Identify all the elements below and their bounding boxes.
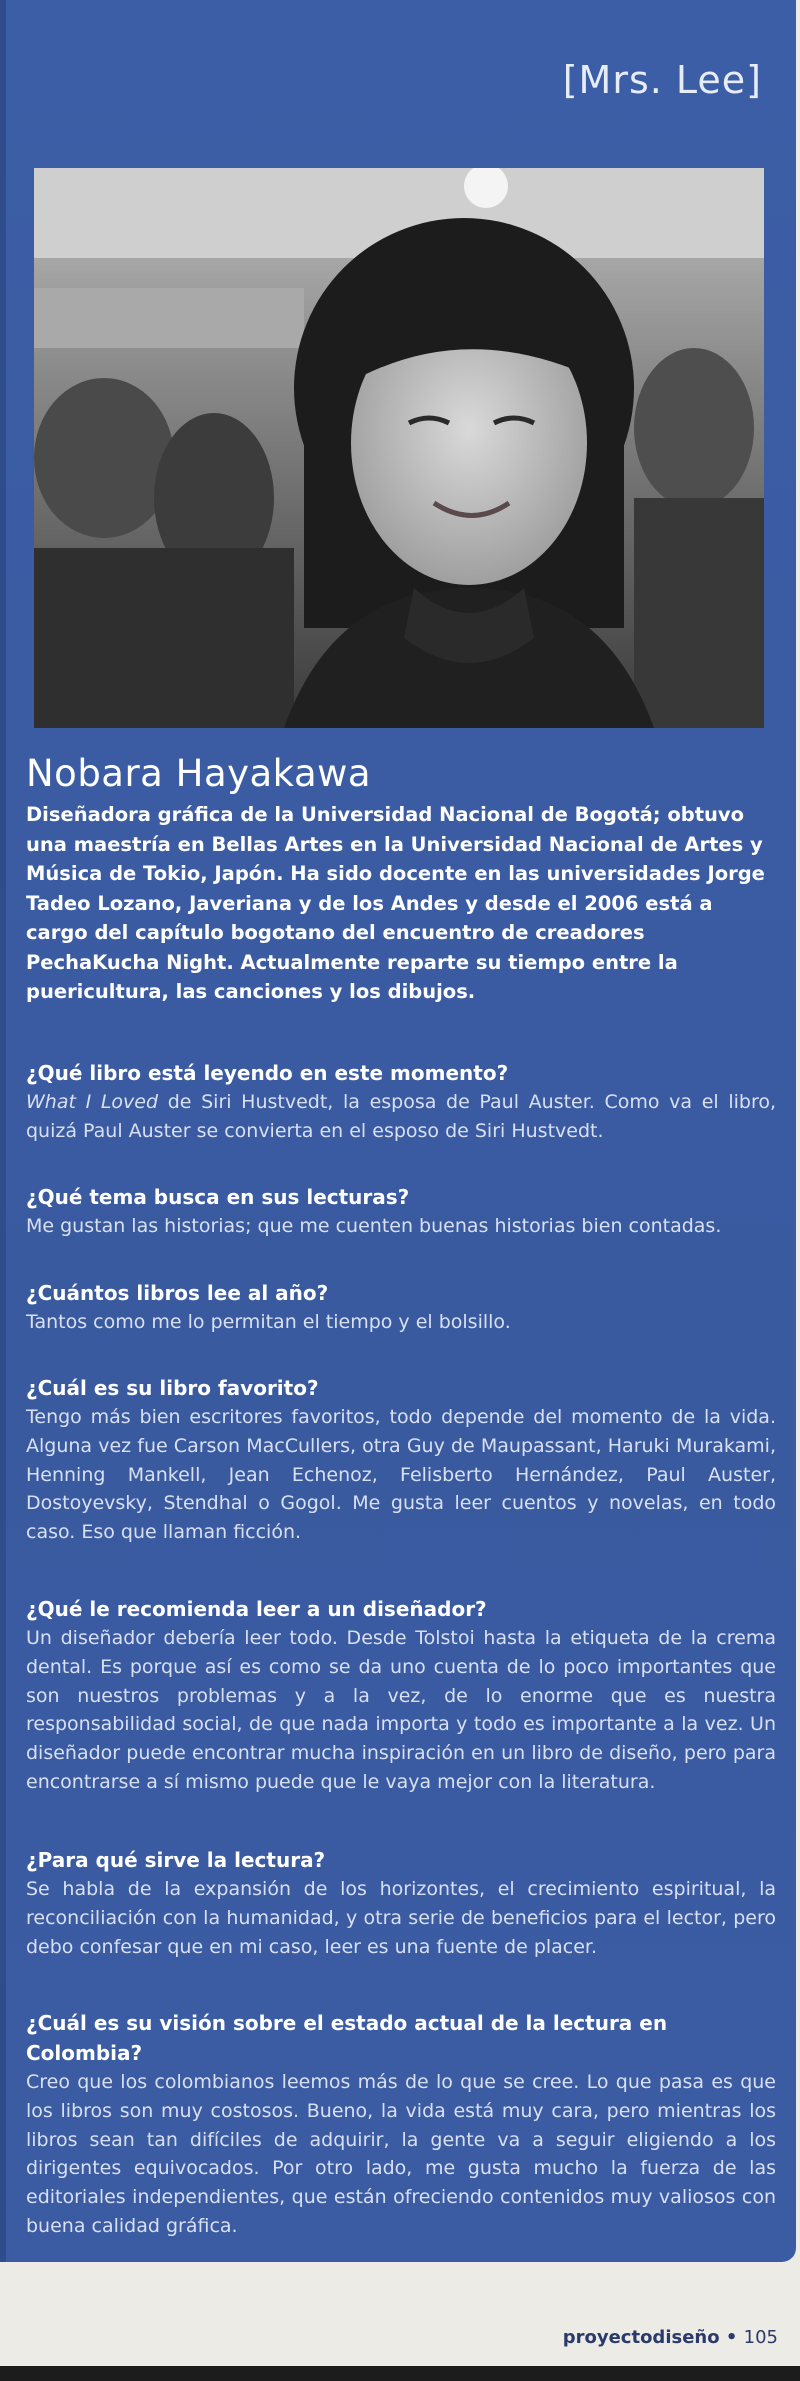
question: ¿Qué libro está leyendo en este momento? (26, 1061, 509, 1085)
question: ¿Para qué sirve la lectura? (26, 1848, 326, 1872)
qa-block-2 (26, 1182, 776, 1241)
qa-block-4 (26, 1373, 776, 1547)
publication-name: proyectodiseño (562, 2327, 720, 2348)
portrait-photo (34, 168, 764, 728)
qa-block-3 (26, 1278, 776, 1337)
bottom-edge (0, 2366, 800, 2381)
footer-separator: • (719, 2327, 744, 2348)
question: ¿Cuál es su libro favorito? (26, 1376, 319, 1400)
book-title: What I Loved (26, 1091, 159, 1113)
qa-block-7 (26, 2008, 776, 2241)
page-footer (563, 2327, 778, 2348)
answer (26, 1088, 776, 1146)
interviewee-bio: Diseñadora gráfica de la Universidad Nacional de Bogotá; obtuvo una maestría en Bellas Artes en la Universidad Nacional de Artes y Música de Tokio, Japón. Ha sido docente en las universidades Jorge Tadeo Lozano, Javeriana y de los Andes y desde el 2006 está a cargo del capítulo bogotano del encuentro de creadores PechaKucha Night. Actualmente reparte su tiempo entre la puericultura, las canciones y los dibujos. (26, 803, 765, 1003)
qa-block-5 (26, 1594, 776, 1797)
answer: Tantos como me lo permitan el tiempo y el bolsillo. (26, 1311, 511, 1333)
question: ¿Cuántos libros lee al año? (26, 1281, 329, 1305)
portrait-illustration (34, 168, 764, 728)
interviewee-name: Nobara Hayakawa (26, 752, 372, 795)
answer-text: de Siri Hustvedt, la esposa de Paul Auster. Como va el libro, quizá Paul Auster se convierta en el esposo de Siri Hustvedt. (26, 1091, 776, 1142)
page-number: 105 (743, 2327, 778, 2348)
question: ¿Cuál es su visión sobre el estado actual de la lectura en Colombia? (26, 2011, 668, 2065)
page-edge (0, 0, 6, 2262)
question: ¿Qué le recomienda leer a un diseñador? (26, 1597, 487, 1621)
answer: Tengo más bien escritores favoritos, todo depende del momento de la vida. Alguna vez fue Carson MacCullers, otra Guy de Maupassant, Haruki Murakami, Henning Mankell, Jean Echenoz, Felisberto Hernández, Paul Auster, Dostoyevsky, Stendhal o Gogol. Me gusta leer cuentos y novelas, en todo caso. Eso que llaman ficción. (26, 1406, 776, 1544)
qa-block-1 (26, 1058, 776, 1146)
answer: Me gustan las historias; que me cuenten buenas historias bien contadas. (26, 1215, 722, 1237)
qa-block-6 (26, 1845, 776, 1961)
answer: Se habla de la expansión de los horizontes, el crecimiento espiritual, la reconciliación con la humanidad, y otra serie de beneficios para el lector, pero debo confesar que en mi caso, leer es una fuente de placer. (26, 1878, 776, 1958)
answer: Un diseñador debería leer todo. Desde Tolstoi hasta la etiqueta de la crema dental. Es porque así es como se da uno cuenta de lo poco importantes que son nuestros problemas y a la vez, de lo enorme que es nuestra responsabilidad social, de que nada importa y todo es importante a la vez. Un diseñador puede encontrar mucha inspiración en un libro de diseño, pero para encontrarse a sí mismo puede que le vaya mejor con la literatura. (26, 1627, 776, 1793)
section-tag: [Mrs. Lee] (562, 58, 762, 102)
answer: Creo que los colombianos leemos más de lo que se cree. Lo que pasa es que los libros son muy costosos. Bueno, la vida está muy cara, pero mientras los libros sean tan difíciles de adquirir, la gente va a seguir eligiendo a los dirigentes equivocados. Por otro lado, me gusta mucho la fuerza de las editoriales independientes, que están ofreciendo contenidos muy valiosos con buena calidad gráfica. (26, 2071, 776, 2237)
question: ¿Qué tema busca en sus lecturas? (26, 1185, 410, 1209)
